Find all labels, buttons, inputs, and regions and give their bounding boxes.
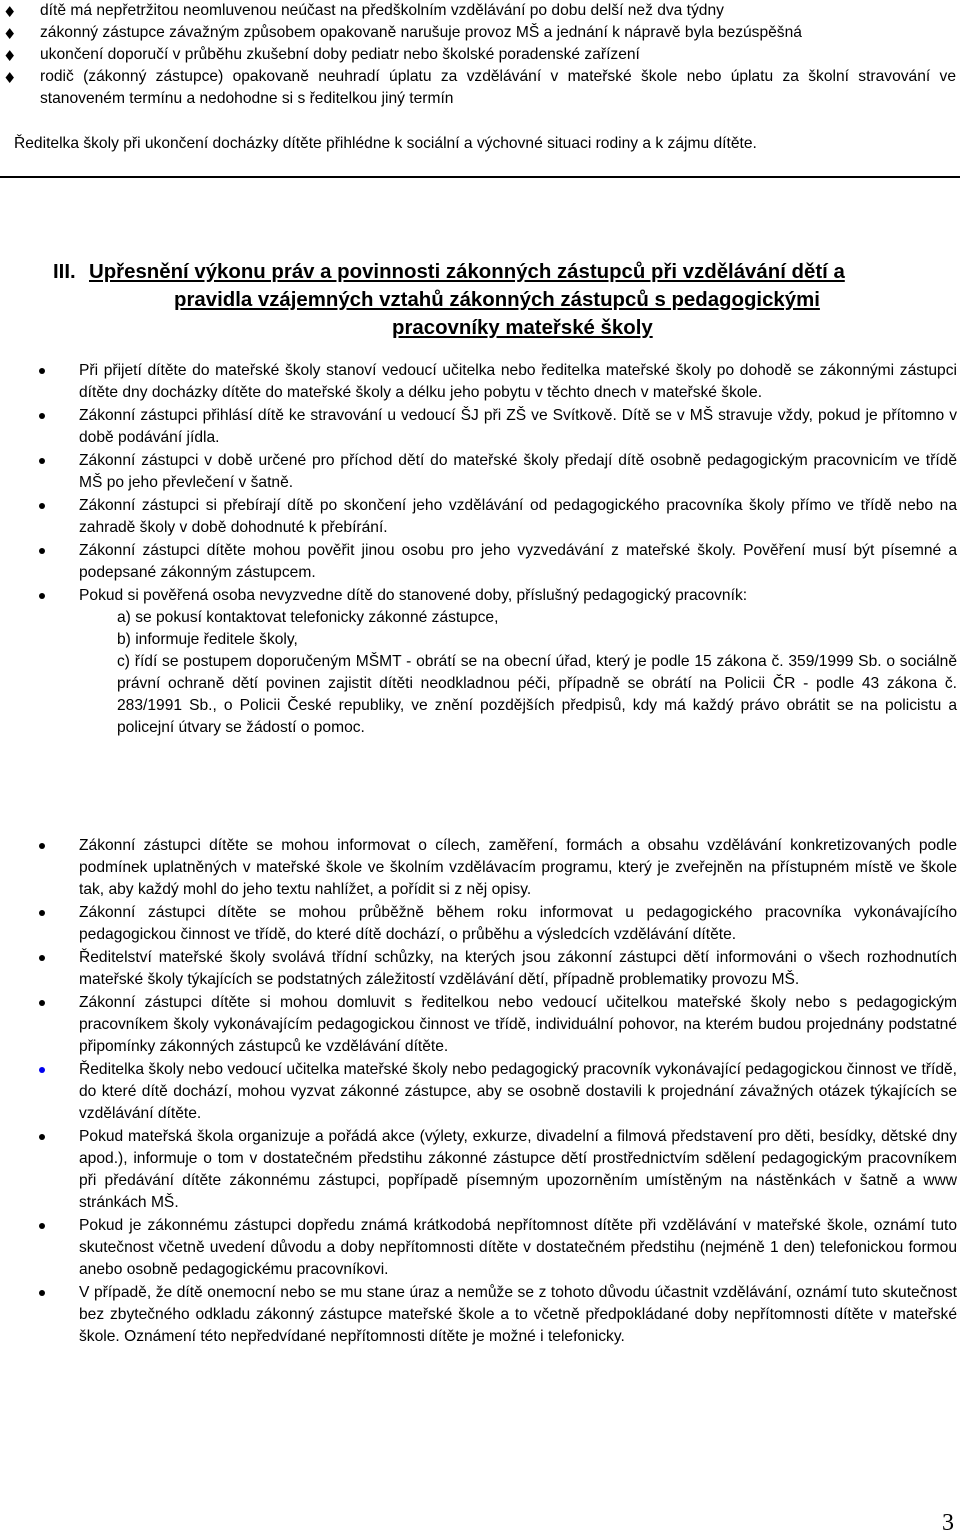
heading-line-3: pracovníky mateřské školy bbox=[392, 317, 653, 339]
diamond-bullet-icon: ♦ bbox=[3, 47, 17, 65]
list-item: Zákonní zástupci dítěte mohou pověřit jinou osobu pro jeho vyzvedávání z mateřské školy. Pověření musí být písemné a podepsané zákonným zástupcem. bbox=[0, 540, 960, 584]
bullet-icon bbox=[39, 1134, 45, 1140]
list-item: Zákonní zástupci v době určené pro příchod dětí do mateřské školy předají dítě osobně pedagogickým pracovnicím ve třídě MŠ po jeho převlečení v šatně. bbox=[0, 450, 960, 494]
diamond-bullet-icon: ♦ bbox=[3, 3, 17, 21]
bullet-icon bbox=[39, 413, 45, 419]
list-item: Ředitelka školy nebo vedoucí učitelka mateřské školy nebo pedagogický pracovník vykonávající pedagogickou činnost ve třídě, do které dítě dochází, mohou vyzvat zákonné zástupce, aby se osobně dostavili k projednání závažných otázek týkajících se vzdělávání dítěte. bbox=[0, 1059, 960, 1125]
section-number: III. bbox=[53, 261, 76, 283]
list-item: Zákonní zástupci přihlásí dítě ke stravování u vedoucí ŠJ při ZŠ ve Svítkově. Dítě se v MŠ stravuje vždy, pokud je přítomno v době podávání jídla. bbox=[0, 405, 960, 449]
list-item: Zákonní zástupci dítěte se mohou informovat o cílech, zaměření, formách a obsahu vzdělávání konkretizovaných podle podmínek uplatněných v mateřské škole ve školním vzdělávacím programu, který je zveřejněn na přístupném místě ve škole tak, aby každý mohl do jeho textu nahlížet, a pořídit si z něj opisy. bbox=[0, 835, 960, 901]
list-item: V případě, že dítě onemocní nebo se mu stane úraz a nemůže se z tohoto důvodu účastnit vzdělávání, oznámí tuto skutečnost bez zbytečného odkladu zákonný zástupce mateřské škole a to včetně předpokládané doby nepřítomnosti dítěte v mateřské škole. Oznámení této nepředvídané nepřítomnosti dítěte je možné i telefonicky. bbox=[0, 1282, 960, 1348]
bullet-icon bbox=[39, 1000, 45, 1006]
sublist-item-c: c) řídí se postupem doporučeným MŠMT - obrátí se na obecní úřad, který je podle 15 zákona č. 359/1999 Sb. o sociálně právní ochraně dětí povinen zajistit dítěti neodkladnou péči, případně se obrátí na Policii ČR - podle 43 zákona č. 283/1991 Sb., o Policii České republiky, ve znění pozdějších předpisů, kdy má každý právo obrátit se na policistu a policejní útvary se žádostí o pomoc. bbox=[117, 653, 957, 736]
section-divider bbox=[0, 176, 960, 178]
bullet-icon bbox=[39, 1067, 45, 1073]
bullet-icon bbox=[39, 910, 45, 916]
bullet-icon bbox=[39, 593, 45, 599]
termination-reasons-list bbox=[0, 0, 960, 110]
list-item: Pokud mateřská škola organizuje a pořádá akce (výlety, exkurze, divadelní a filmová představení pro děti, besídky, dětské dny apod.), informuje o tom v dostatečném předstihu zákonné zástupce dětí prostřednictvím sdělení pedagogickým pracovníkem při předávání dítěte zákonnému zástupci, popřípadě písemným upozorněním umístěným na nástěnkách v šatně a www stránkách MŠ. bbox=[0, 1126, 960, 1214]
sublist-item-b: b) informuje ředitele školy, bbox=[117, 631, 298, 648]
list-item: ♦ dítě má nepřetržitou neomluvenou neúčast na předškolním vzdělávání po dobu delší než dva týdny bbox=[3, 2, 724, 21]
procedure-sublist bbox=[79, 607, 957, 739]
list-item: ♦ zákonný zástupce závažným způsobem opakovaně narušuje provoz MŠ a jednání k nápravě byla bezúspěšná bbox=[3, 24, 802, 43]
list-item: Zákonní zástupci si přebírají dítě po skončení jeho vzdělávání od pedagogického pracovníka školy přímo ve třídě nebo na zahradě školy v době dohodnuté k přebírání. bbox=[0, 495, 960, 539]
bullet-icon bbox=[39, 368, 45, 374]
heading-line-2: pravidla vzájemných vztahů zákonných zástupců s pedagogickými bbox=[174, 289, 820, 311]
sublist-item-a: a) se pokusí kontaktovat telefonicky zákonné zástupce, bbox=[117, 609, 499, 626]
bullet-icon bbox=[39, 548, 45, 554]
diamond-bullet-icon: ♦ bbox=[3, 25, 17, 43]
list-item: ♦ rodič (zákonný zástupce) opakovaně neuhradí úplatu za vzdělávání v mateřské škole nebo úplatu za školní stravování ve stanoveném termínu a nedohodne si s ředitelkou jiný termín bbox=[3, 68, 956, 107]
list-item: Ředitelství mateřské školy svolává třídní schůzky, na kterých jsou zákonní zástupci dětí informováni o všech rozhodnutích mateřské školy týkajících se podstatných záležitostí vzdělávání dětí, případně problematiky provozu MŠ. bbox=[0, 947, 960, 991]
bullet-icon bbox=[39, 1290, 45, 1296]
list-item: Zákonní zástupci dítěte se mohou průběžně během roku informovat u pedagogického pracovníka vykonávajícího pedagogickou činnost ve třídě, do které dítě dochází, o průběhu a výsledcích vzdělávání dítěte. bbox=[0, 902, 960, 946]
bullet-icon bbox=[39, 955, 45, 961]
list-item: Zákonní zástupci dítěte si mohou domluvit s ředitelkou nebo vedoucí učitelkou mateřské školy nebo s pedagogickým pracovníkem školy vykonávajícím pedagogickou činnost ve třídě, individuální pohovor, na kterém budou projednány podstatné připomínky zákonných zástupců ke vzdělávání dítěte. bbox=[0, 992, 960, 1058]
rules-list-1 bbox=[0, 360, 960, 740]
bullet-icon bbox=[39, 458, 45, 464]
diamond-bullet-icon: ♦ bbox=[3, 69, 17, 87]
heading-line-1: Upřesnění výkonu práv a povinnosti zákonných zástupců při vzdělávání dětí a bbox=[89, 261, 845, 283]
list-item: ♦ ukončení doporučí v průběhu zkušební doby pediatr nebo školské poradenské zařízení bbox=[3, 46, 640, 65]
list-item: Pokud je zákonnému zástupci dopředu známá krátkodobá nepřítomnost dítěte při vzdělávání v mateřské škole, oznámí tuto skutečnost včetně uvedení důvodu a doby nepřítomnosti dítěte v dostatečném předstihu (nejméně 1 den) telefonickou formou anebo osobně pedagogickému pracovníkovi. bbox=[0, 1215, 960, 1281]
page-number: 3 bbox=[942, 1510, 954, 1536]
director-note: Ředitelka školy při ukončení docházky dítěte přihlédne k sociální a výchovné situaci rodiny a k zájmu dítěte. bbox=[14, 135, 757, 152]
bullet-icon bbox=[39, 503, 45, 509]
list-item: Při přijetí dítěte do mateřské školy stanoví vedoucí učitelka nebo ředitelka mateřské školy po dohodě se zákonnými zástupci dítěte dny docházky dítěte do mateřské školy a délku jeho pobytu v těchto dnech v mateřské škole. bbox=[0, 360, 960, 404]
bullet-icon bbox=[39, 1223, 45, 1229]
list-item: Pokud si pověřená osoba nevyzvedne dítě do stanovené doby, příslušný pedagogický pracovník: a) se pokusí kontaktovat telefonicky zákonné zástupce, b) informuje ředitele školy, c) řídí se postupem doporučeným MŠMT - obrátí se na obecní úřad, který je podle 15 zákona č. 359/1999 Sb. o sociálně právní ochraně dětí povinen zajistit dítěti neodkladnou péči, případně se obrátí na Policii ČR - podle 43 zákona č. 283/1991 Sb., o Policii České republiky, ve znění pozdějších předpisů, kdy má každý právo obrátit se na policistu a policejní útvary se žádostí o pomoc. bbox=[0, 585, 960, 739]
bullet-icon bbox=[39, 843, 45, 849]
rules-list-2 bbox=[0, 835, 960, 1349]
